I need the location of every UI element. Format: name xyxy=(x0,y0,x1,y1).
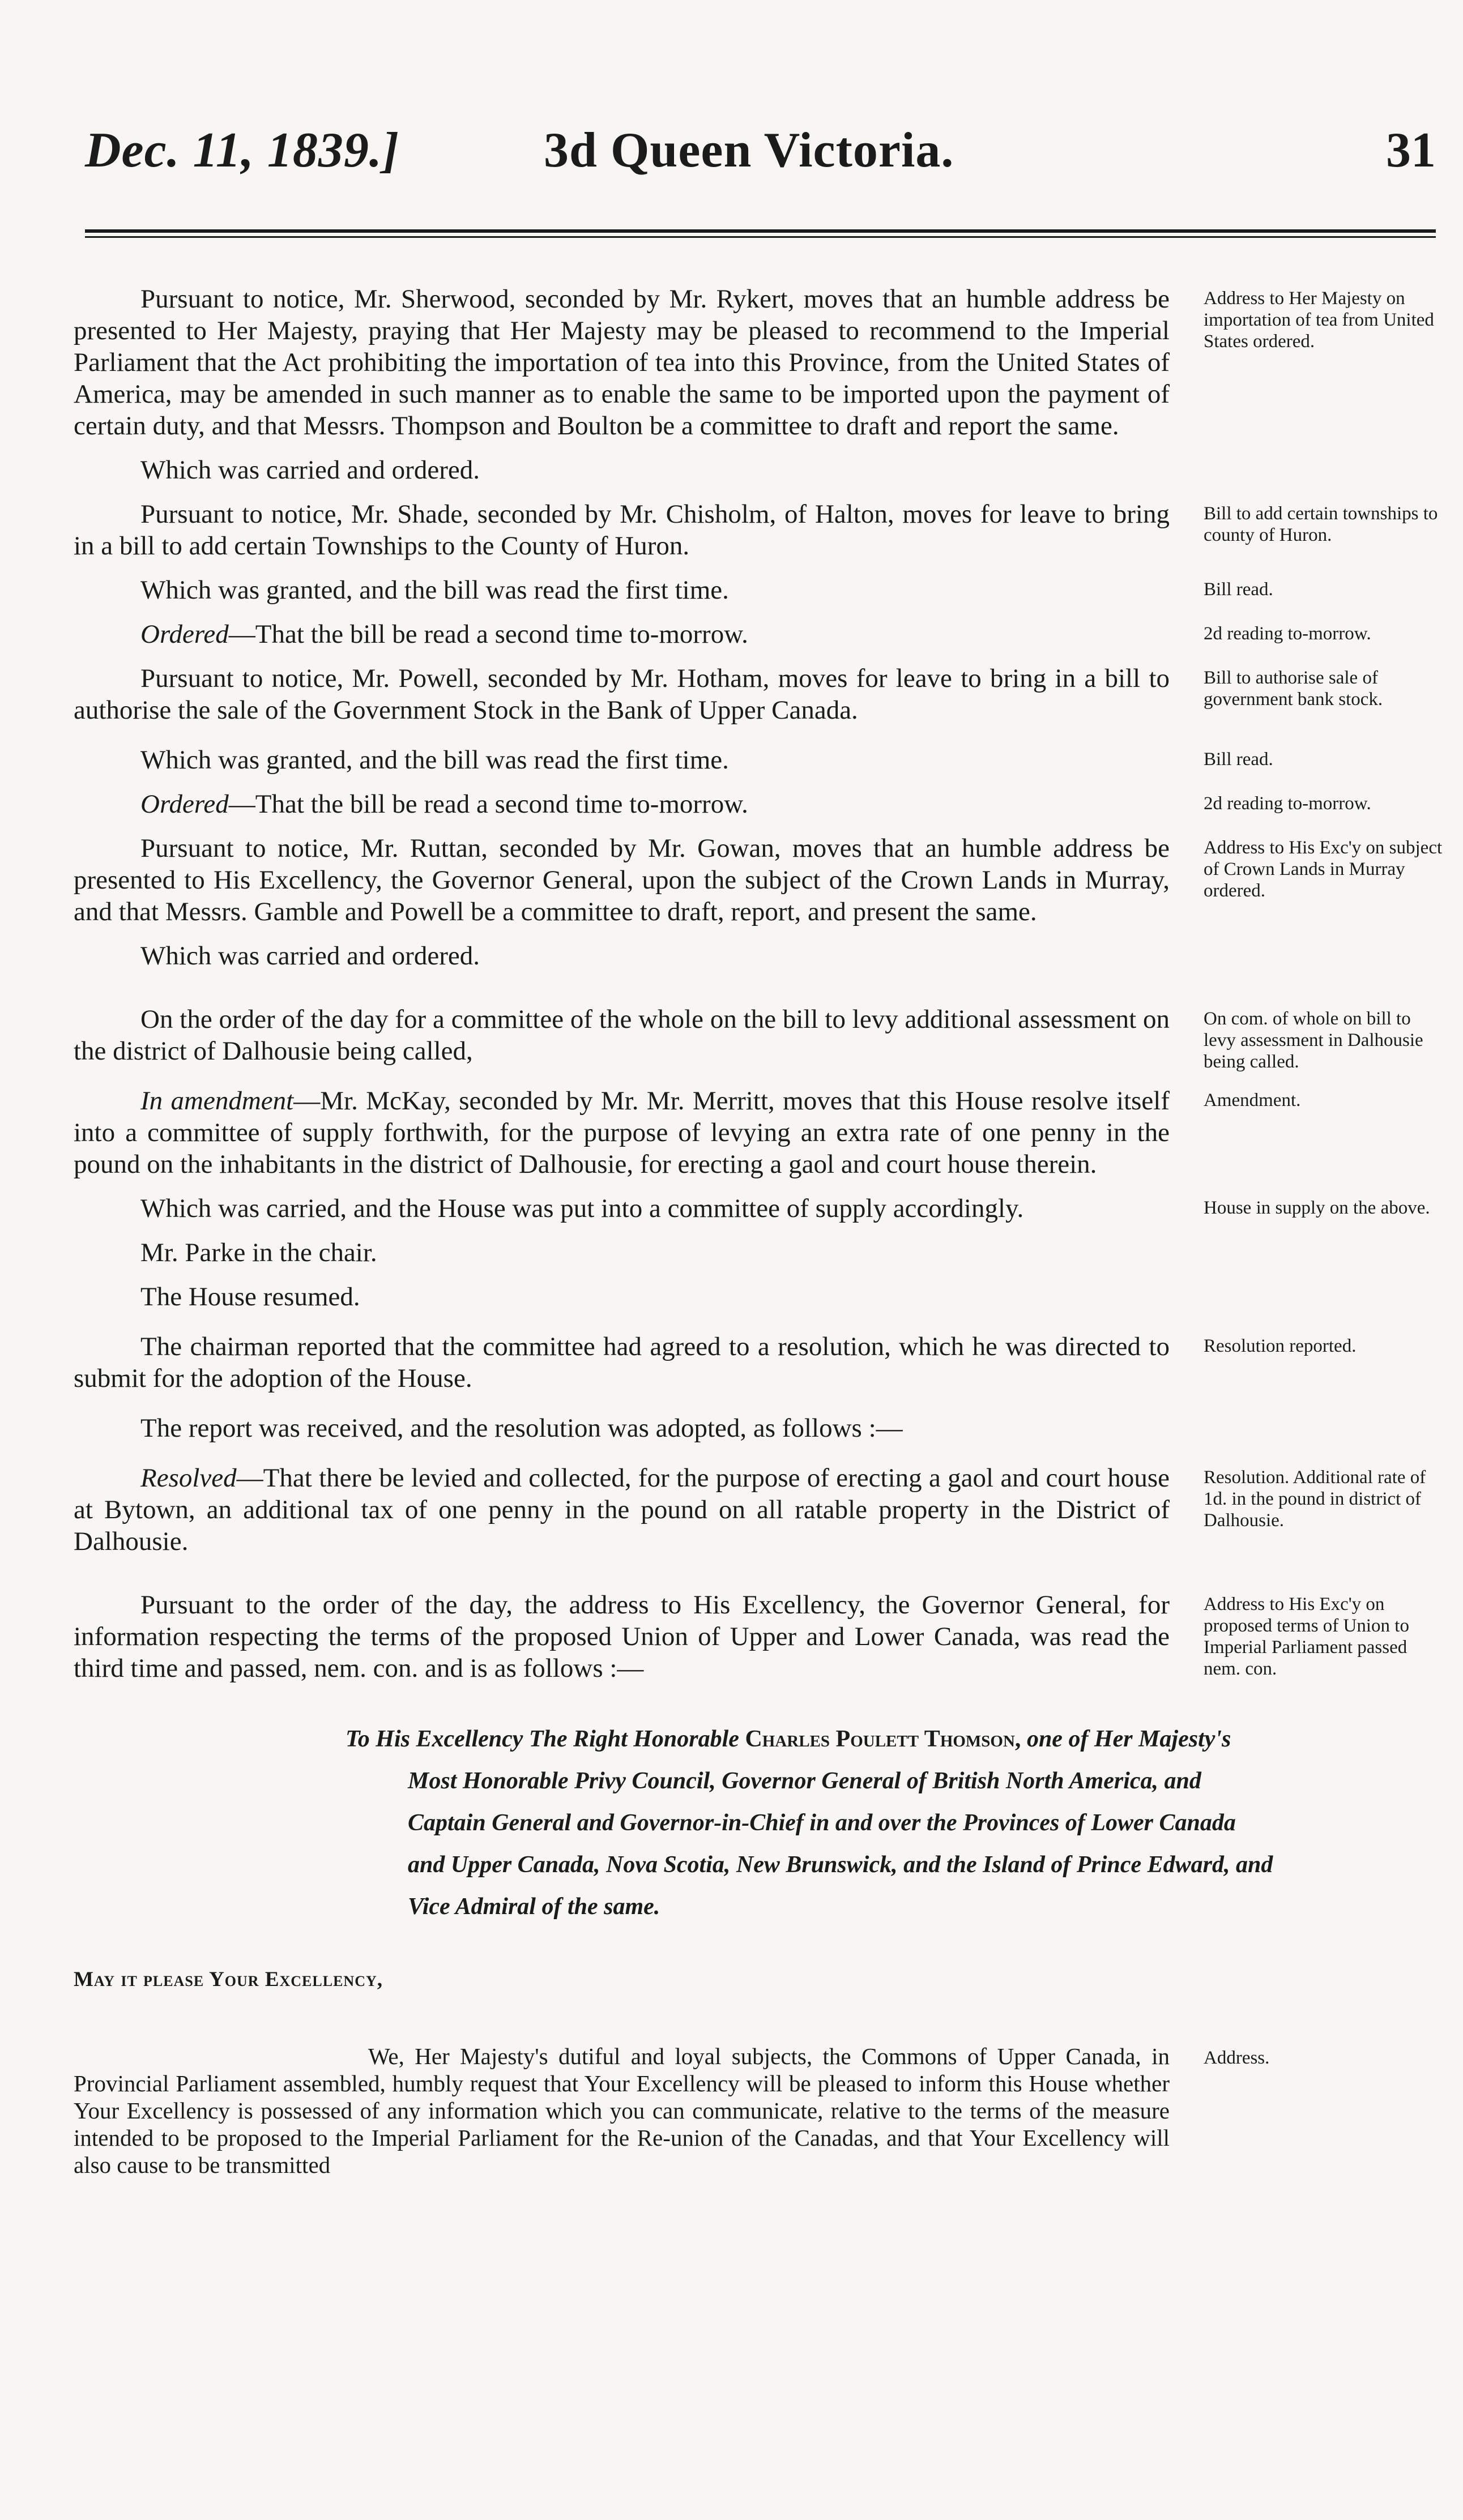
salutation-prefix: To His Excellency The Right Honorable xyxy=(346,1726,739,1752)
entry-paragraph xyxy=(74,832,1444,928)
entry-text: On the order of the day for a committee of the whole on the bill to levy additional assessment on the district of Dalhousie being called, xyxy=(74,1005,1170,1066)
margin-note: Address to His Exc'y on proposed terms of Union to Imperial Parliament passed nem. con. xyxy=(1204,1594,1409,1679)
margin-note: Address. xyxy=(1204,2048,1270,2068)
margin-note: Bill to authorise sale of government bank stock. xyxy=(1204,668,1383,710)
page-header xyxy=(85,122,1436,190)
entry-text: Pursuant to notice, Mr. Ruttan, seconded by Mr. Gowan, moves that an humble address be presented to His Excellency, the Governor General, upon the subject of the Crown Lands in Murray, and that Messrs. Gamble and Powell be a committee to draft, report, and present the same. xyxy=(74,834,1170,926)
address-text: We, Her Majesty's dutiful and loyal subjects, the Commons of Upper Canada, in Provincial Parliament assembled, humbly request that Your Excellency will be pleased to inform this House whether Your Excellency is possessed of any information which you can communicate, relative to the terms of the measure intended to be proposed to the Imperial Parliament for the Re-union of the Canadas, and that Your Excellency will also cause to be transmitted xyxy=(74,2043,1170,2178)
entry-text: In amendment—Mr. McKay, seconded by Mr. Mr. Merritt, moves that this House resolve itself into a committee of supply forthwith, for the purpose of levying an extra rate of one penny in the pound on the inhabitants in the district of Dalhousie, for erecting a gaol and court house therein. xyxy=(74,1086,1170,1179)
margin-note: Address to His Exc'y on subject of Crown Lands in Murray ordered. xyxy=(1204,838,1443,901)
margin-note xyxy=(1204,454,1444,459)
journal-body xyxy=(74,283,1444,2179)
entry-text: Mr. Parke in the chair. xyxy=(140,1238,377,1267)
entry-paragraph xyxy=(74,454,1444,486)
entry-text: Ordered—That the bill be read a second time to-morrow. xyxy=(140,789,748,819)
entry-text: Resolved—That there be levied and collected, for the purpose of erecting a gaol and court house at Bytown, an additional tax of one penny in the pound on all ratable property in the District of Dalhousie. xyxy=(74,1463,1170,1556)
margin-note: Bill read. xyxy=(1204,749,1273,770)
entry-paragraph xyxy=(74,618,1444,650)
entry-text: The House resumed. xyxy=(140,1282,360,1312)
margin-note xyxy=(1204,940,1444,945)
margin-note: 2d reading to-morrow. xyxy=(1204,623,1371,644)
header-rule-thin xyxy=(85,236,1436,238)
entry-text: The report was received, and the resolution was adopted, as follows :— xyxy=(140,1413,903,1443)
margin-note: Bill to add certain townships to county of Huron. xyxy=(1204,503,1438,545)
entry-text: Pursuant to notice, Mr. Shade, seconded by Mr. Chisholm, of Halton, moves for leave to bring in a bill to add certain Townships to the County of Huron. xyxy=(74,499,1170,561)
may-it-please: May it please Your Excellency, xyxy=(74,1968,383,1991)
entry-paragraph xyxy=(74,574,1444,606)
header-rule-thick xyxy=(85,229,1436,233)
address-paragraph xyxy=(74,2043,1444,2179)
entry-text: Pursuant to notice, Mr. Sherwood, seconded by Mr. Rykert, moves that an humble address be presented to Her Majesty, praying that Her Majesty may be pleased to recommend to the Imperial Parliament that the Act prohibiting the importation of tea into this Province, from the United States of America, may be amended in such manner as to enable the same to be imported upon the payment of certain duty, and that Messrs. Thompson and Boulton be a committee to draft and report the same. xyxy=(74,284,1170,441)
page-number: 31 xyxy=(1386,123,1436,178)
entry-text: Which was carried and ordered. xyxy=(140,455,480,485)
entry-paragraph xyxy=(74,1331,1444,1394)
entry-paragraph xyxy=(74,1281,1444,1313)
margin-note xyxy=(1204,1412,1444,1417)
header-title: 3d Queen Victoria. xyxy=(544,123,954,178)
margin-note: On com. of whole on bill to levy assessment in Dalhousie being called. xyxy=(1204,1009,1423,1072)
entry-paragraph xyxy=(74,1589,1444,1684)
entry-paragraph xyxy=(74,663,1444,726)
entry-paragraph xyxy=(74,1085,1444,1180)
entry-paragraph xyxy=(74,1462,1444,1557)
margin-note: Resolution reported. xyxy=(1204,1336,1357,1356)
entry-paragraph xyxy=(74,1193,1444,1224)
margin-note: Address to Her Majesty on importation of tea from United States ordered. xyxy=(1204,288,1434,352)
margin-note: House in supply on the above. xyxy=(1204,1198,1430,1218)
margin-note: Resolution. Additional rate of 1d. in the pound in district of Dalhousie. xyxy=(1204,1467,1426,1531)
entry-paragraph xyxy=(74,788,1444,820)
entry-paragraph xyxy=(74,1412,1444,1444)
margin-note: 2d reading to-morrow. xyxy=(1204,793,1371,814)
entry-paragraph xyxy=(74,744,1444,776)
entry-text: Which was granted, and the bill was read the first time. xyxy=(140,575,729,605)
entry-paragraph xyxy=(74,940,1444,972)
entry-text: Which was granted, and the bill was read the first time. xyxy=(140,745,729,775)
entry-text: Pursuant to notice, Mr. Powell, seconded by Mr. Hotham, moves for leave to bring in a bill to authorise the sale of the Government Stock in the Bank of Upper Canada. xyxy=(74,664,1170,725)
entry-paragraph xyxy=(74,283,1444,442)
entry-text: The chairman reported that the committee had agreed to a resolution, which he was directed to submit for the adoption of the House. xyxy=(74,1332,1170,1393)
margin-note: Bill read. xyxy=(1204,579,1273,600)
margin-note: Amendment. xyxy=(1204,1090,1301,1110)
salutation-rest: one of Her Majesty's Most Honorable Privy Council, Governor General of British North America, and Captain General and Governor-in-Chief in and over the Provinces of Lower Canada and Upper Canada, Nova Scotia, New Brunswick, and the Island of Prince Edward, and Vice Admiral of the same. xyxy=(408,1726,1273,1920)
entry-text: Pursuant to the order of the day, the address to His Excellency, the Governor General, for information respecting the terms of the proposed Union of Upper and Lower Canada, was read the third time and passed, nem. con. and is as follows :— xyxy=(74,1590,1170,1683)
entry-paragraph xyxy=(74,1003,1444,1073)
entry-text: Ordered—That the bill be read a second time to-morrow. xyxy=(140,620,748,649)
salutation-name: Charles Poulett Thomson, xyxy=(745,1726,1021,1752)
margin-note xyxy=(1204,1237,1444,1241)
entry-text: Which was carried and ordered. xyxy=(140,941,480,971)
entry-paragraph xyxy=(74,1237,1444,1268)
header-date: Dec. 11, 1839.] xyxy=(85,123,400,178)
entry-text: Which was carried, and the House was put into a committee of supply accordingly. xyxy=(140,1194,1024,1223)
address-salutation xyxy=(346,1718,1274,1928)
entry-paragraph xyxy=(74,498,1444,562)
margin-note xyxy=(1204,1281,1444,1285)
